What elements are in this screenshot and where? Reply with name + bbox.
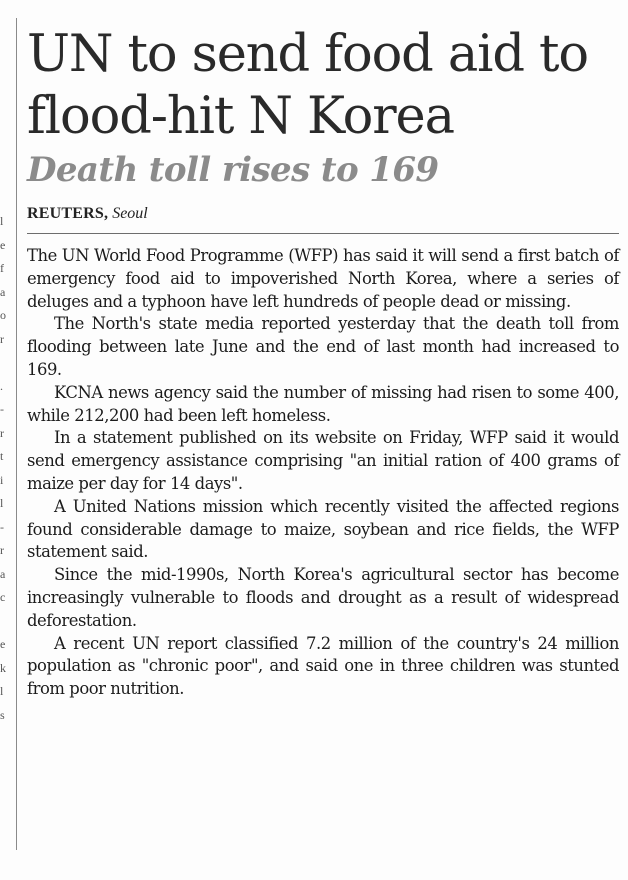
byline-rule <box>27 233 619 234</box>
fragment-char: o <box>0 308 6 322</box>
fragment-char: a <box>0 284 6 299</box>
fragment-char: - <box>0 519 4 534</box>
fragment-char: l <box>0 684 4 698</box>
fragment-char: a <box>0 566 6 581</box>
fragment-char: t <box>0 449 4 463</box>
fragment-char: r <box>0 331 4 346</box>
fragment-char: c <box>0 590 6 604</box>
body-paragraph: In a statement published on its website on Friday, WFP said it would send emergency assistance comprising "an initial ration of 400 grams of maize per day for 14 days". <box>27 428 619 493</box>
fragment-char: k <box>0 660 6 675</box>
fragment-char: l <box>0 214 4 228</box>
body-paragraph: A recent UN report classified 7.2 million of the country's 24 million population as "chronic poor", and said one in three children was stunted from poor nutrition. <box>27 633 619 699</box>
fragment-char: i <box>0 472 4 487</box>
fragment-char <box>0 610 10 634</box>
fragment-char: r <box>0 543 4 557</box>
body-paragraph: Since the mid-1990s, North Korea's agricultural sector has become increasingly vulnerable to floods and drought as a result of widespread deforestation. <box>27 565 619 630</box>
article-body <box>27 245 619 701</box>
body-paragraph: A United Nations mission which recently visited the affected regions found considerable damage to maize, soybean and rice fields, the WFP statement said. <box>27 496 619 562</box>
body-paragraph: The UN World Food Programme (WFP) has said it will send a first batch of emergency food aid to impoverished North Korea, where a series of deluges and a typhoon have left hundreds of people dead or missing. <box>27 246 619 311</box>
fragment-char <box>0 351 10 375</box>
body-paragraph: KCNA news agency said the number of missing had risen to some 400, while 212,200 had been left homeless. <box>27 382 619 425</box>
news-article <box>27 24 619 701</box>
subheadline: Death toll rises to 169 <box>27 150 439 190</box>
fragment-char: s <box>0 707 5 722</box>
fragment-char: r <box>0 425 4 440</box>
fragment-char: f <box>0 261 4 275</box>
fragment-char: - <box>0 402 4 416</box>
fragment-char: e <box>0 637 6 651</box>
body-paragraph: The North's state media reported yesterday that the death toll from flooding between late June and the end of last month had increased to 169. <box>27 314 619 379</box>
adjacent-column-fragments <box>0 210 10 727</box>
byline <box>27 204 619 224</box>
column-divider <box>16 18 17 850</box>
byline-dateline: Seoul <box>112 205 148 222</box>
fragment-char: e <box>0 237 6 252</box>
fragment-char: l <box>0 496 4 510</box>
headline: UN to send food aid to flood-hit N Korea <box>27 25 589 146</box>
byline-agency: REUTERS, <box>27 205 109 222</box>
fragment-char: . <box>0 378 3 393</box>
